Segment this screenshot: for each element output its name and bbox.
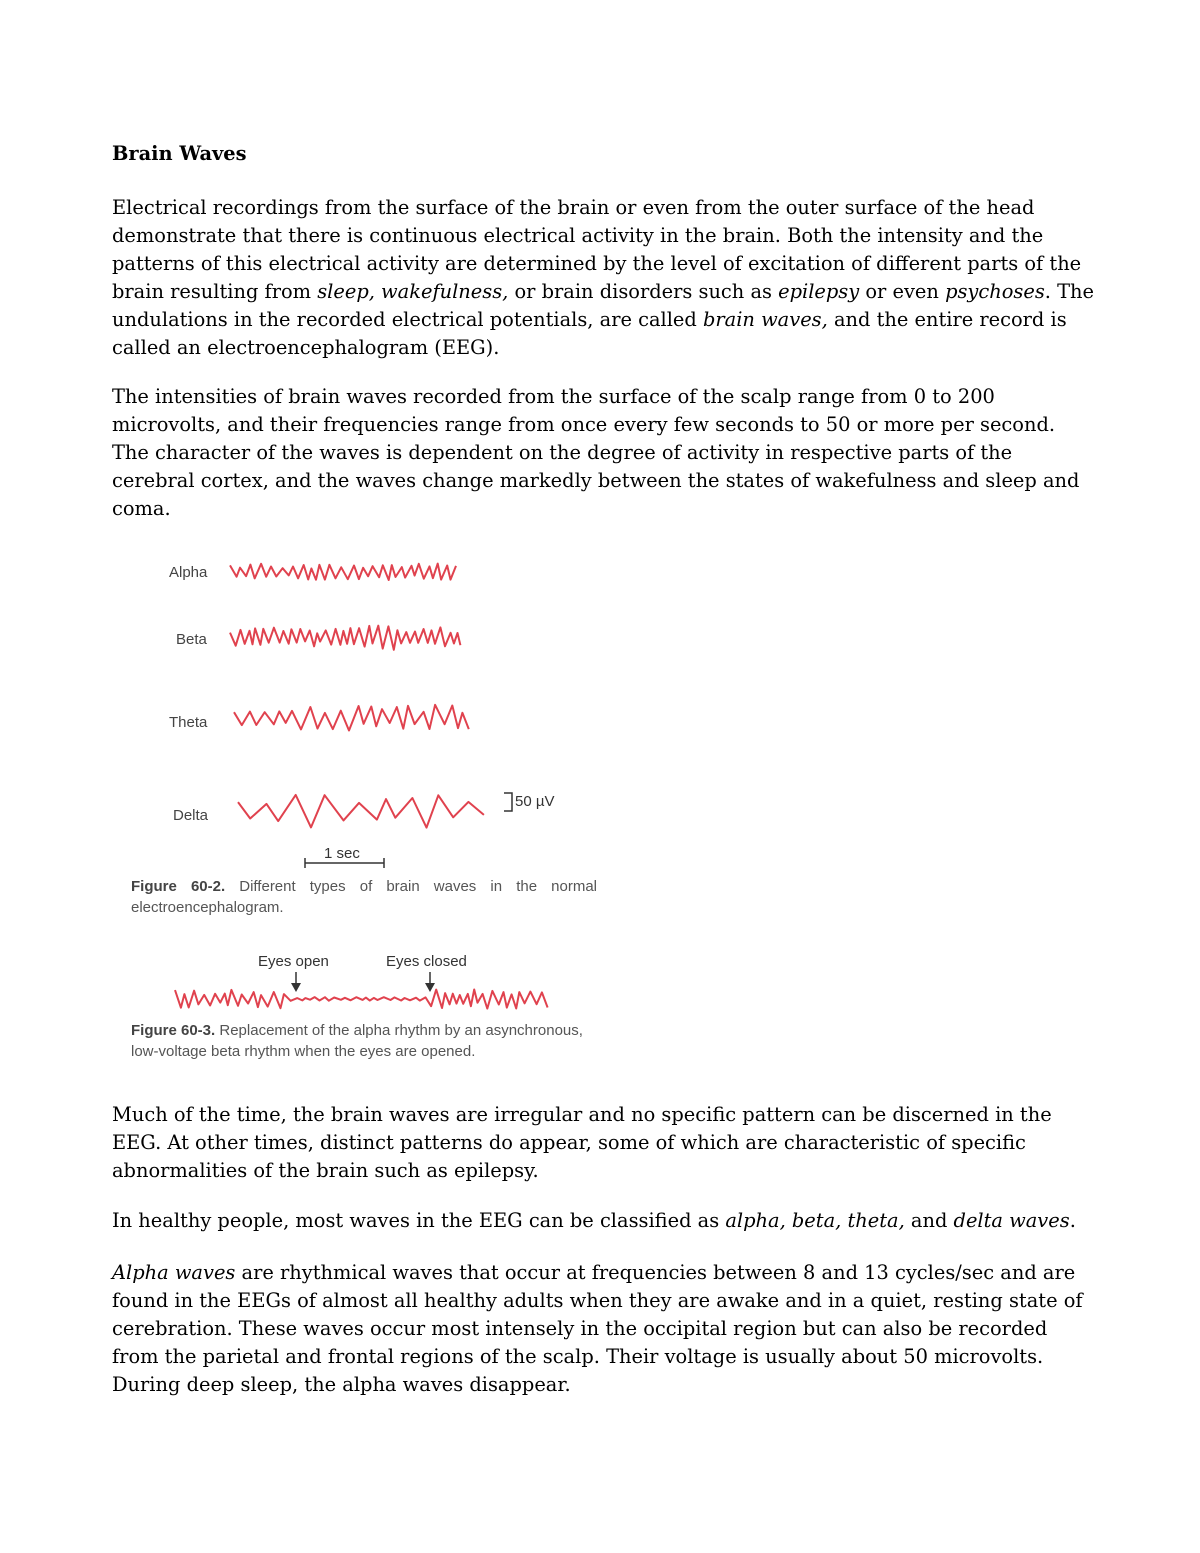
paragraph-intensities: The intensities of brain waves recorded from the surface of the scalp range from 0 to 200 microvolts, and their frequencies range from once every few seconds to 50 or more per second. The character of the waves is dependent on the degree of activity in respective parts of the cerebral cortex, and the waves change markedly between the states of wakefulness and sleep and coma. bbox=[112, 385, 1080, 520]
alpha-wave-trace bbox=[230, 564, 456, 580]
paragraph-classification: In healthy people, most waves in the EEG can be classified as alpha, beta, theta, and delta waves. bbox=[112, 1209, 1076, 1232]
figure-60-2-caption: Figure 60-2. Different types of brain waves in the normal electroencephalogram. bbox=[131, 878, 597, 916]
beta-wave-trace bbox=[230, 626, 460, 650]
paragraph-irregular: Much of the time, the brain waves are irregular and no specific pattern can be discerned in the EEG. At other times, distinct patterns do appear, some of which are characteristic of specific abnormalities of the brain such as epilepsy. bbox=[112, 1103, 1052, 1182]
page-title: Brain Waves bbox=[112, 142, 247, 165]
voltage-scale-bar bbox=[504, 793, 555, 811]
eyes-open-label: Eyes open bbox=[258, 953, 329, 970]
time-scale-label: 1 sec bbox=[324, 845, 360, 862]
voltage-scale-label: 50 µV bbox=[515, 793, 555, 810]
eyes-closed-arrowhead bbox=[425, 983, 435, 992]
theta-wave-trace bbox=[234, 705, 469, 731]
alpha-label: Alpha bbox=[169, 564, 208, 581]
delta-label: Delta bbox=[173, 807, 209, 824]
delta-wave-trace bbox=[238, 795, 484, 828]
eyes-closed-label: Eyes closed bbox=[386, 953, 467, 970]
beta-label: Beta bbox=[176, 631, 207, 648]
paragraph-alpha-waves: Alpha waves are rhythmical waves that occur at frequencies between 8 and 13 cycles/sec and are found in the EEGs of almost all healthy adults when they are awake and in a quiet, resting state of cerebration. These waves occur most intensely in the occipital region but can also be recorded from the parietal and frontal regions of the scalp. Their voltage is usually about 50 microvolts. During deep sleep, the alpha waves disappear. bbox=[112, 1261, 1083, 1396]
time-scale-bar bbox=[305, 845, 384, 868]
paragraph-intro: Electrical recordings from the surface of the brain or even from the outer surface of the head demonstrate that there is continuous electrical activity in the brain. Both the intensity and the patterns of this electrical activity are determined by the level of excitation of different parts of the brain resulting from sleep, wakefulness, or brain disorders such as epilepsy or even psychoses. The undulations in the recorded electrical potentials, are called brain waves, and the entire record is called an electroencephalogram (EEG). bbox=[112, 196, 1095, 359]
eyes-open-closed-trace bbox=[175, 990, 548, 1009]
eyes-open-arrowhead bbox=[291, 983, 301, 992]
theta-label: Theta bbox=[169, 714, 208, 731]
figure-60-3-caption: Figure 60-3. Replacement of the alpha rhythm by an asynchronous, low-voltage beta rhythm when the eyes are opened. bbox=[131, 1022, 583, 1060]
